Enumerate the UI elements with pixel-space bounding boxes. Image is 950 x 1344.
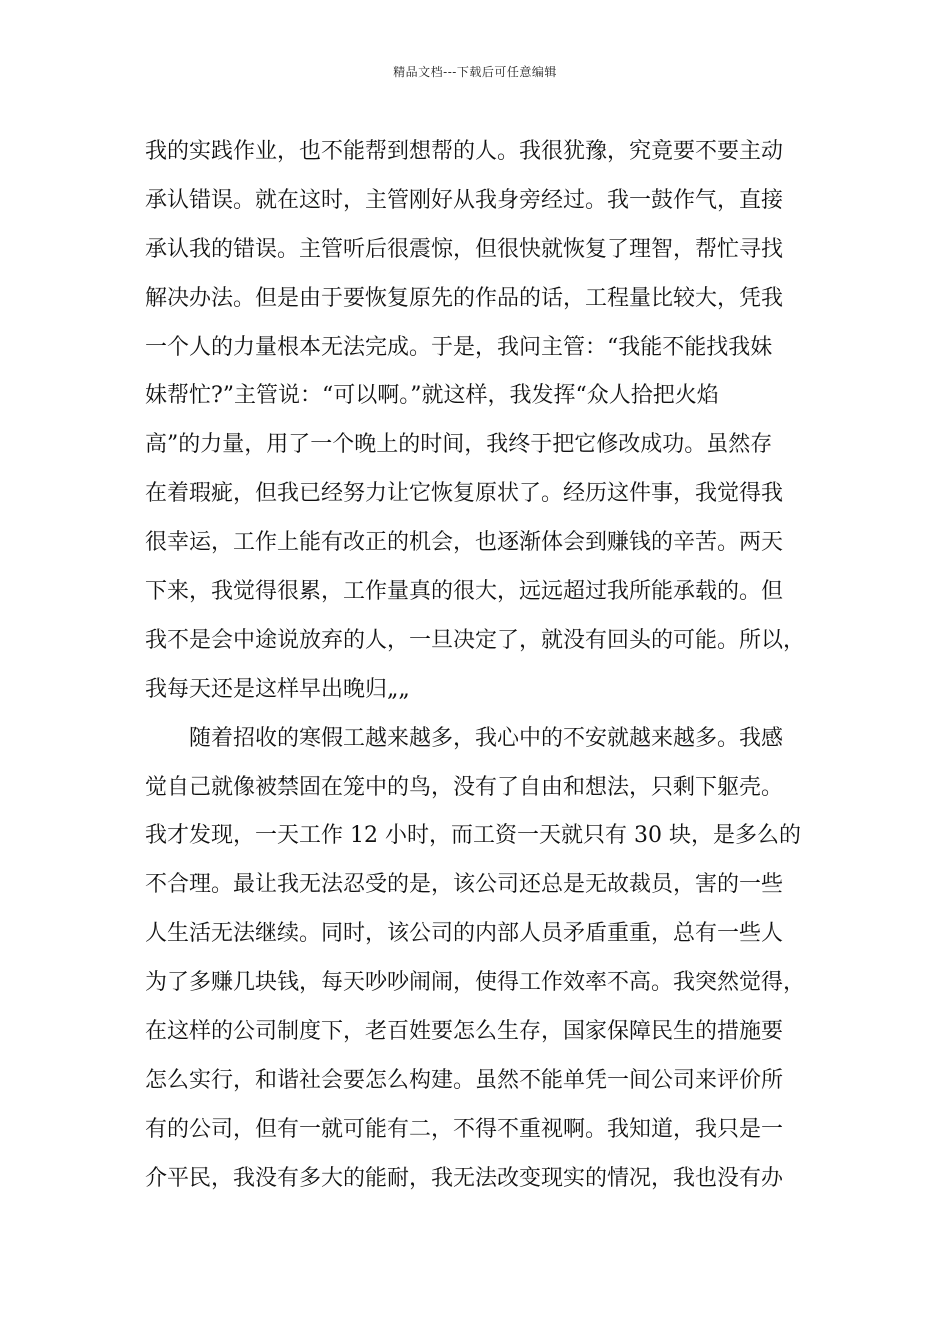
text-line: 介平民，我没有多大的能耐，我无法改变现实的情况，我也没有办 <box>145 1165 784 1191</box>
text-line: 我每天还是这样早出晚归„„ <box>145 676 410 702</box>
text-line-indented: 随着招收的寒假工越来越多，我心中的不安就越来越多。我感 <box>189 725 784 751</box>
text-line: 我的实践作业，也不能帮到想帮的人。我很犹豫，究竟要不要主动 <box>145 139 784 164</box>
text-line: 解决办法。但是由于要恢复原先的作品的话，工程量比较大，凭我 <box>145 285 784 311</box>
text-line: 有的公司，但有一就可能有二，不得不重视啊。我知道，我只是一 <box>145 1116 784 1142</box>
text-line: 我不是会中途说放弃的人，一旦决定了，就没有回头的可能。所以， <box>145 627 806 653</box>
text-line: 高”的力量，用了一个晚上的时间，我终于把它修改成功。虽然存 <box>145 432 773 458</box>
page-header: 精品文档---下载后可任意编辑 <box>393 65 557 79</box>
text-line: 我才发现，一天工作 12 小时，而工资一天就只有 30 块，是多么的 <box>145 823 801 849</box>
text-line: 承认错误。就在这时，主管刚好从我身旁经过。我一鼓作气，直接 <box>145 187 784 213</box>
text-line: 妹帮忙?”主管说：“可以啊。”就这样，我发挥“众人拾把火焰 <box>145 383 719 409</box>
text-line: 很幸运，工作上能有改正的机会，也逐渐体会到赚钱的辛苦。两天 <box>145 530 784 556</box>
text-line: 承认我的错误。主管听后很震惊，但很快就恢复了理智，帮忙寻找 <box>145 236 784 262</box>
paragraph-2 <box>145 715 813 1204</box>
text-line: 为了多赚几块钱，每天吵吵闹闹，使得工作效率不高。我突然觉得， <box>145 970 806 996</box>
text-line: 在着瑕疵，但我已经努力让它恢复原状了。经历这件事，我觉得我 <box>145 481 784 507</box>
text-line: 一个人的力量根本无法完成。于是，我问主管：“我能不能找我妹 <box>145 334 773 360</box>
text-line: 人生活无法继续。同时，该公司的内部人员矛盾重重，总有一些人 <box>145 921 784 947</box>
text-line: 在这样的公司制度下，老百姓要怎么生存，国家保障民生的措施要 <box>145 1019 784 1045</box>
text-line: 觉自己就像被禁固在笼中的鸟，没有了自由和想法，只剩下躯壳。 <box>145 774 784 800</box>
text-line: 下来，我觉得很累，工作量真的很大，远远超过我所能承载的。但 <box>145 579 784 605</box>
paragraph-1 <box>145 128 813 715</box>
document-body <box>145 128 813 1204</box>
text-line: 怎么实行，和谐社会要怎么构建。虽然不能单凭一间公司来评价所 <box>145 1067 784 1093</box>
text-line: 不合理。最让我无法忍受的是，该公司还总是无故裁员，害的一些 <box>145 872 784 898</box>
